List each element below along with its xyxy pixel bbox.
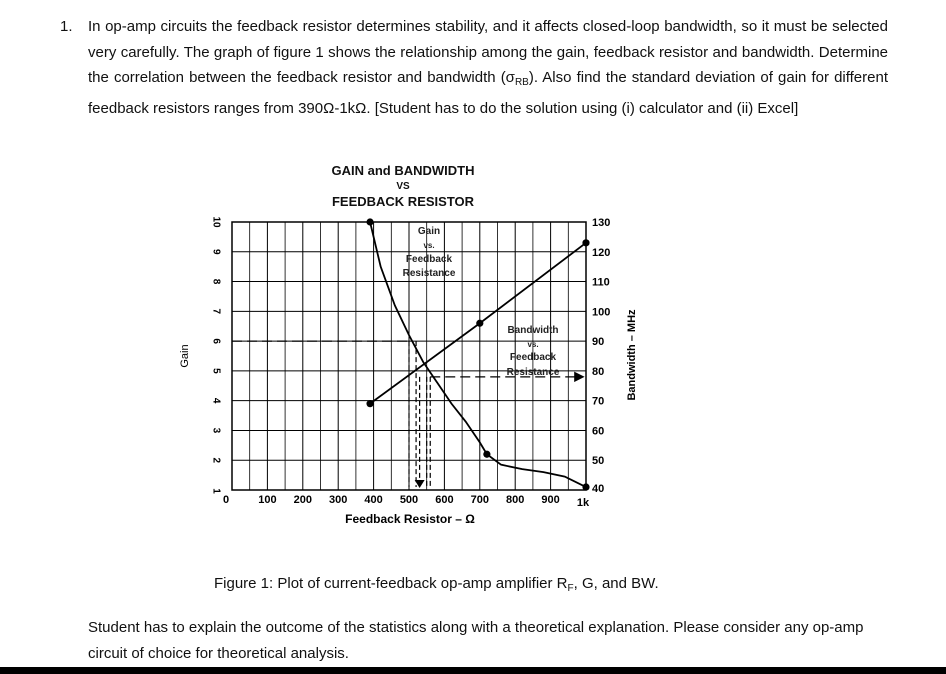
bandwidth-series-label: Bandwidth (507, 325, 559, 336)
figure-caption (214, 575, 659, 594)
x-tick-label: 200 (293, 494, 312, 506)
figure-title-line3: FEEDBACK RESISTOR (331, 194, 475, 209)
gain-series-label: Resistance (402, 268, 456, 279)
page-bottom-border (0, 667, 946, 674)
question-text-main: In op-amp circuits the feedback resistor determines stability, and it affects closed-loop bandwidth, so it must be selected very carefully. The graph of figure 1 shows the relationship among the gain, feedback resistor and bandwidth. Determine the correlation between the feedback resistor and bandwidth (σ (88, 18, 888, 87)
y-left-tick-label: 10 (210, 216, 222, 228)
y-right-tick-label: 90 (592, 336, 605, 349)
x-tick-label: 900 (541, 494, 560, 506)
y-left-tick-label: 3 (210, 427, 222, 434)
y-right-tick-label: 110 (592, 276, 610, 289)
caption-subscript: F (567, 583, 574, 594)
y-left-tick-label: 8 (210, 278, 222, 285)
y-right-axis-label: Bandwidth – MHz (626, 309, 638, 401)
x-tick-label: 700 (470, 494, 489, 506)
gain-series-label: vs. (423, 241, 435, 250)
y-right-tick-label: 120 (592, 246, 611, 259)
bandwidth-series-label: Feedback (509, 352, 557, 363)
figure-title-line1: GAIN and BANDWIDTH (331, 163, 475, 178)
y-left-tick-label: 1 (210, 488, 222, 494)
x-tick-label: 0 (222, 494, 230, 506)
y-right-tick-label: 80 (592, 365, 605, 378)
x-tick-label: 400 (364, 494, 383, 506)
reference-lines (232, 341, 582, 488)
y-left-tick-label: 7 (210, 308, 222, 315)
y-left-tick-label: 4 (210, 397, 222, 404)
bandwidth-marker (582, 239, 589, 246)
gain-marker (483, 451, 490, 458)
y-left-tick-label: 5 (210, 368, 222, 374)
student-note: Student has to explain the outcome of the statistics along with a theoretical explanation. Please consider any op-amp circuit of choice for theoretical analysis. (88, 619, 864, 662)
x-tick-label: 300 (329, 494, 348, 506)
gain-marker (366, 218, 373, 225)
bandwidth-series-label: vs. (527, 340, 539, 349)
bandwidth-series-label: Resistance (506, 367, 560, 378)
bandwidth-marker (476, 320, 483, 327)
y-right-tick-label: 60 (592, 425, 605, 438)
y-right-tick-label: 50 (592, 455, 605, 468)
y-right-tick-label: 100 (592, 306, 611, 319)
y-left-tick-label: 9 (210, 248, 222, 255)
x-tick-label: 1k (576, 497, 590, 509)
x-axis-label: Feedback Resistor – Ω (345, 512, 475, 526)
figure-title-line2: VS (396, 181, 410, 192)
y-right-tick-label: 70 (592, 395, 605, 408)
chart-series (366, 218, 589, 490)
y-right-tick-label: 40 (592, 483, 605, 495)
gain-marker (582, 483, 589, 490)
question-text-rest: ). Also find the standard deviation of gain for different feedback resistors ranges from 390Ω-1kΩ. [Student has to do the solution using (i) calculator and (ii) Excel] (88, 69, 889, 117)
x-tick-label: 600 (435, 494, 454, 506)
y-left-axis-label: Gain (179, 344, 191, 368)
y-left-tick-label: 2 (210, 457, 222, 464)
y-right-tick-label: 130 (592, 217, 611, 229)
caption-prefix: Figure 1: Plot of current-feedback op-amp amplifier R (214, 575, 568, 592)
x-tick-label: 100 (258, 494, 277, 506)
caption-suffix: , G, and BW. (573, 575, 659, 592)
gain-series-label: Gain (417, 226, 441, 237)
y-left-tick-label: 6 (210, 338, 222, 344)
gain-series-label: Feedback (405, 254, 453, 265)
question-number: 1. (60, 18, 73, 35)
x-tick-label: 500 (399, 494, 419, 506)
sigma-subscript: RB (514, 77, 529, 89)
bandwidth-marker (366, 400, 373, 407)
x-tick-label: 800 (506, 494, 525, 506)
